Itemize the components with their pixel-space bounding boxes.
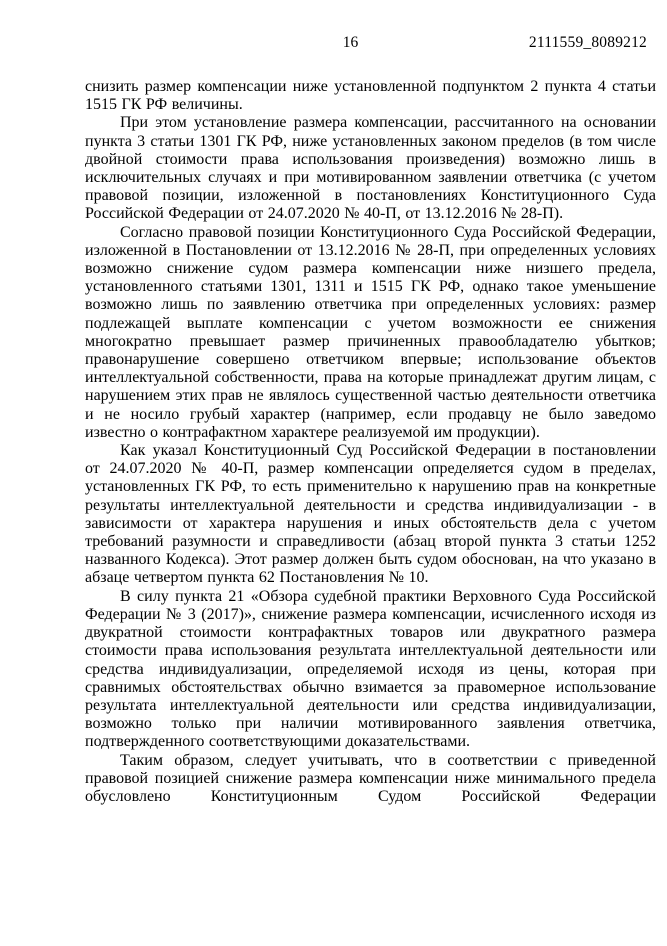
- paragraph: В силу пункта 21 «Обзора судебной практики Верховного Суда Российской Федерации № 3 (2017)», снижение размера компенсации, исчисленного исходя из двукратной стоимости контрафактных товаров или двукратного размера стоимости права использования результата интеллектуальной деятельности или средства индивидуализации, определяемой исходя из цены, которая при сравнимых обстоятельствах обычно взимается за правомерное использование результата интеллектуальной деятельности или средства индивидуализации, возможно только при наличии мотивированного заявления ответчика, подтвержденного соответствующими доказательствами.: [85, 587, 656, 751]
- document-body: [85, 78, 656, 806]
- paragraph: Как указал Конституционный Суд Российской Федерации в постановлении от 24.07.2020 № 40-П, размер компенсации определяется судом в пределах, установленных ГК РФ, то есть применительно к нарушению прав на конкретные результаты интеллектуальной деятельности и средства индивидуализации - в зависимости от характера нарушения и иных обстоятельств дела с учетом требований разумности и справедливости (абзац второй пункта 3 статьи 1252 названного Кодекса). Этот размер должен быть судом обоснован, на что указано в абзаце четвертом пункта 62 Постановления № 10.: [85, 442, 656, 587]
- paragraph: Таким образом, следует учитывать, что в соответствии с приведенной правовой позицией снижение размера компенсации ниже минимального предела обусловлено Конституционным Судом Российской Федерации: [85, 751, 656, 805]
- paragraph: Согласно правовой позиции Конституционного Суда Российской Федерации, изложенной в Постановлении от 13.12.2016 № 28-П, при определенных условиях возможно снижение судом размера компенсации ниже низшего предела, установленного статьями 1301, 1311 и 1515 ГК РФ, однако такое уменьшение возможно лишь по заявлению ответчика при определенных условиях: размер подлежащей выплате компенсации с учетом возможности ее снижения многократно превышает размер причиненных правообладателю убытков; правонарушение совершено ответчиком впервые; использование объектов интеллектуальной собственности, права на которые принадлежат другим лицам, с нарушением этих прав не являлось существенной частью деятельности ответчика и не носило грубый характер (например, если продавцу не было заведомо известно о контрафактном характере реализуемой им продукции).: [85, 223, 656, 441]
- paragraph: При этом установление размера компенсации, рассчитанного на основании пункта 3 статьи 1301 ГК РФ, ниже установленных законом пределов (в том числе двойной стоимости права использования произведения) возможно лишь в исключительных случаях и при мотивированном заявлении ответчика (с учетом правовой позиции, изложенной в постановлениях Конституционного Суда Российской Федерации от 24.07.2020 № 40-П, от 13.12.2016 № 28-П).: [85, 114, 656, 223]
- document-id: 2111559_8089212: [528, 34, 647, 51]
- paragraph: снизить размер компенсации ниже установленной подпунктом 2 пункта 4 статьи 1515 ГК РФ величины.: [85, 78, 656, 114]
- page-header: [85, 34, 656, 52]
- page-number: 16: [342, 34, 359, 51]
